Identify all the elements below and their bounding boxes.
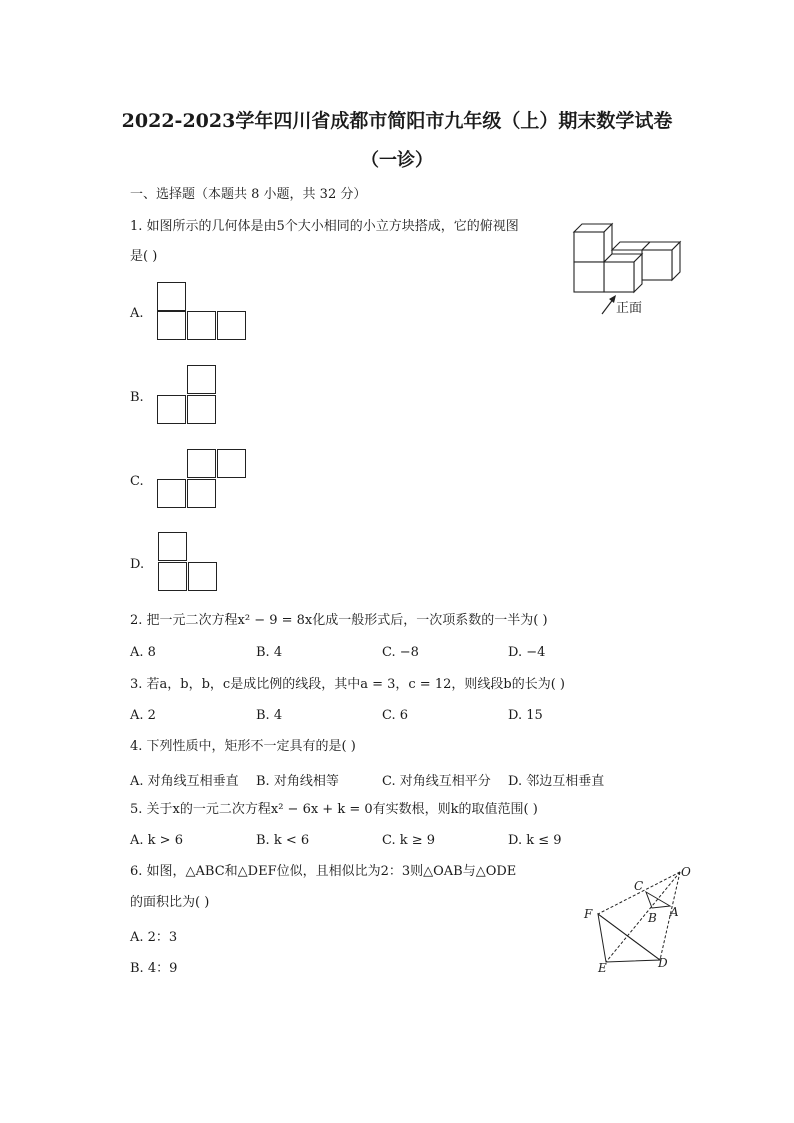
- q5-option-d[interactable]: D. k ≤ 9: [508, 833, 562, 848]
- q6-point-f: F: [584, 907, 593, 921]
- q4-stem: 4. 下列性质中，矩形不一定具有的是( ): [130, 739, 356, 754]
- q1-option-c-label[interactable]: C.: [130, 474, 144, 489]
- q2-option-d[interactable]: D. −4: [508, 645, 546, 660]
- q1-front-label: 正面: [616, 301, 643, 316]
- q1-stem-line1: 1. 如图所示的几何体是由5个大小相同的小立方块搭成，它的俯视图: [130, 219, 519, 234]
- q5-option-b[interactable]: B. k < 6: [256, 833, 310, 848]
- q6-homothety-figure: [578, 862, 702, 978]
- q6-stem-line2: 的面积比为( ): [130, 895, 210, 910]
- q1-stem-line2: 是( ): [130, 249, 158, 264]
- q6-point-e: E: [598, 961, 607, 975]
- q2-option-a[interactable]: A. 8: [130, 645, 156, 660]
- q3-option-d[interactable]: D. 15: [508, 708, 543, 723]
- q2-stem: 2. 把一元二次方程x² − 9 = 8x化成一般形式后，一次项系数的一半为( ): [130, 613, 548, 628]
- q4-option-c[interactable]: C. 对角线互相平分: [382, 774, 491, 789]
- q5-option-c[interactable]: C. k ≥ 9: [382, 833, 436, 848]
- q6-point-o: O: [681, 865, 691, 879]
- q1-option-b-label[interactable]: B.: [130, 390, 144, 405]
- q1-option-a-label[interactable]: A.: [130, 306, 144, 321]
- q6-point-a: A: [670, 905, 679, 919]
- q6-point-c: C: [634, 879, 644, 893]
- q3-option-b[interactable]: B. 4: [256, 708, 283, 723]
- q5-stem: 5. 关于x的一元二次方程x² − 6x + k = 0有实数根，则k的取值范围( ): [130, 802, 538, 817]
- q2-option-b[interactable]: B. 4: [256, 645, 283, 660]
- q3-option-c[interactable]: C. 6: [382, 708, 409, 723]
- q5-option-a[interactable]: A. k > 6: [130, 833, 183, 848]
- q6-option-a[interactable]: A. 2：3: [130, 930, 178, 945]
- q4-option-a[interactable]: A. 对角线互相垂直: [130, 774, 239, 789]
- q6-option-b[interactable]: B. 4：9: [130, 961, 178, 976]
- q1-option-d-label[interactable]: D.: [130, 557, 145, 572]
- exam-title: 2022-2023学年四川省成都市简阳市九年级（上）期末数学试卷: [121, 110, 673, 132]
- q3-option-a[interactable]: A. 2: [130, 708, 156, 723]
- q6-point-b: B: [648, 911, 657, 925]
- q2-option-c[interactable]: C. −8: [382, 645, 419, 660]
- q3-stem: 3. 若a，b，b，c是成比例的线段，其中a = 3，c = 12，则线段b的长为( ): [130, 677, 565, 692]
- q4-option-b[interactable]: B. 对角线相等: [256, 774, 339, 789]
- exam-subtitle: （一诊）: [361, 150, 433, 171]
- section-heading: 一、选择题（本题共 8 小题，共 32 分）: [130, 187, 367, 202]
- q6-stem-line1: 6. 如图，△ABC和△DEF位似，且相似比为2：3则△OAB与△ODE: [130, 864, 517, 879]
- q6-point-d: D: [658, 956, 668, 970]
- q4-option-d[interactable]: D. 邻边互相垂直: [508, 774, 605, 789]
